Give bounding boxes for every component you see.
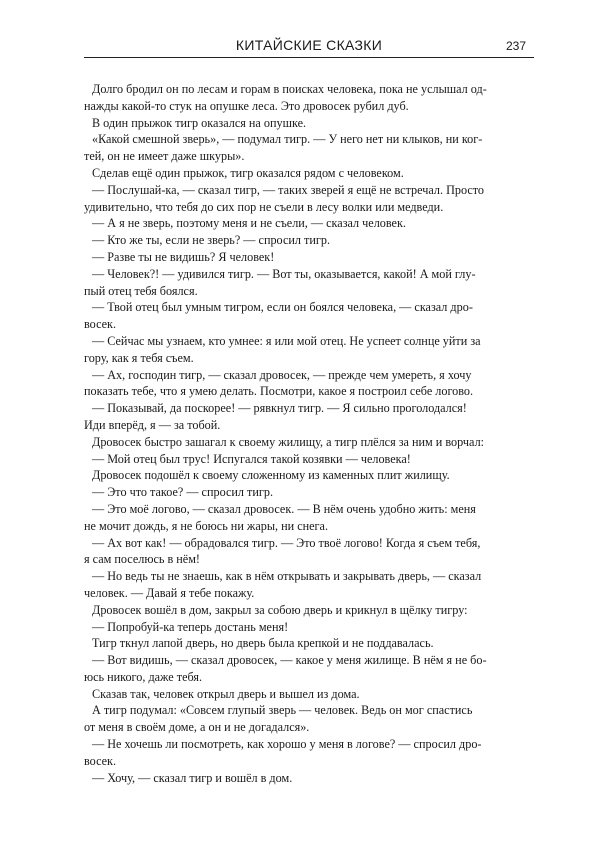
text-line: удивительно, что тебя до сих пор не съели в лесу волки или медведи. [84, 199, 444, 214]
text-line: — Это что такое? — спросил тигр. [92, 485, 274, 500]
text-line: — Человек?! — удивился тигр. — Вот ты, оказывается, какой! А мой глу- [92, 266, 476, 281]
text-line: — Послушай-ка, — сказал тигр, — таких зверей я ещё не встречал. Просто [92, 182, 485, 197]
text-line: восек. [84, 317, 117, 332]
text-line: — Это моё логово, — сказал дровосек. — В нём очень удобно жить: меня [92, 501, 476, 516]
text-line: А тигр подумал: «Совсем глупый зверь — человек. Ведь он мог спастись [92, 703, 473, 718]
story-text [84, 81, 530, 786]
text-line: — Ах вот как! — обрадовался тигр. — Это твоё логово! Когда я съем тебя, [92, 535, 481, 550]
text-line: Дровосек вошёл в дом, закрыл за собою дверь и крикнул в щёлку тигру: [92, 602, 468, 617]
text-line: от меня в своём доме, а он и не догадался». [84, 720, 310, 735]
text-line: Сделав ещё один прыжок, тигр оказался рядом с человеком. [92, 165, 404, 180]
text-line: Дровосек быстро зашагал к своему жилищу, а тигр плёлся за ним и ворчал: [92, 434, 485, 449]
text-line: — Мой отец был трус! Испугался такой козявки — человека! [92, 451, 411, 466]
text-line: нажды какой-то стук на опушке леса. Это дровосек рубил дуб. [84, 98, 409, 113]
text-line: — Вот видишь, — сказал дровосек, — какое у меня жилище. В нём я не бо- [92, 653, 487, 668]
text-line: В один прыжок тигр оказался на опушке. [92, 115, 307, 130]
text-line: юсь никого, даже тебя. [84, 669, 203, 684]
text-line: — Не хочешь ли посмотреть, как хорошо у меня в логове? — спросил дро- [92, 737, 482, 752]
text-line: Дровосек подошёл к своему сложенному из каменных плит жилищу. [92, 468, 450, 483]
text-line: Тигр ткнул лапой дверь, но дверь была крепкой и не поддавалась. [92, 636, 434, 651]
text-line: пый отец тебя боялся. [84, 283, 198, 298]
text-line: Иди вперёд, я — за тобой. [84, 417, 221, 432]
text-line: — Твой отец был умным тигром, если он боялся человека, — сказал дро- [92, 300, 473, 315]
text-line: восек. [84, 753, 117, 768]
page-number: 237 [505, 39, 526, 53]
text-line: — Хочу, — сказал тигр и вошёл в дом. [92, 770, 293, 785]
text-line: Сказав так, человек открыл дверь и вышел из дома. [92, 686, 360, 701]
text-line: я сам поселюсь в нём! [84, 552, 200, 567]
text-line: показать тебе, что я умею делать. Посмотри, какое я построил себе логово. [84, 384, 474, 399]
text-line: тей, он не имеет даже шкуры». [84, 149, 245, 164]
text-line: — А я не зверь, поэтому меня и не съели, — сказал человек. [92, 216, 406, 231]
text-line: — Показывай, да поскорее! — рявкнул тигр. — Я сильно проголодался! [92, 401, 467, 416]
text-line: человек. — Давай я тебе покажу. [84, 585, 255, 600]
text-line: не мочит дождь, я не боюсь ни жары, ни снега. [84, 518, 328, 533]
page-header [84, 33, 534, 58]
text-line: Долго бродил он по лесам и горам в поисках человека, пока не услышал од- [92, 82, 487, 96]
text-line: гору, как я тебя съем. [84, 350, 194, 365]
text-line: — Но ведь ты не знаешь, как в нём открывать и закрывать дверь, — сказал [92, 569, 482, 584]
text-line: «Какой смешной зверь», — подумал тигр. — У него нет ни клыков, ни ког- [92, 132, 483, 147]
text-line: — Разве ты не видишь? Я человек! [92, 249, 275, 264]
running-title: КИТАЙСКИЕ СКАЗКИ [235, 37, 383, 53]
text-line: — Ах, господин тигр, — сказал дровосек, — прежде чем умереть, я хочу [92, 367, 472, 382]
text-line: — Сейчас мы узнаем, кто умнее: я или мой отец. Не успеет солнце уйти за [92, 333, 481, 348]
text-line: — Кто же ты, если не зверь? — спросил тигр. [92, 233, 331, 248]
text-line: — Попробуй-ка теперь достань меня! [92, 619, 289, 634]
